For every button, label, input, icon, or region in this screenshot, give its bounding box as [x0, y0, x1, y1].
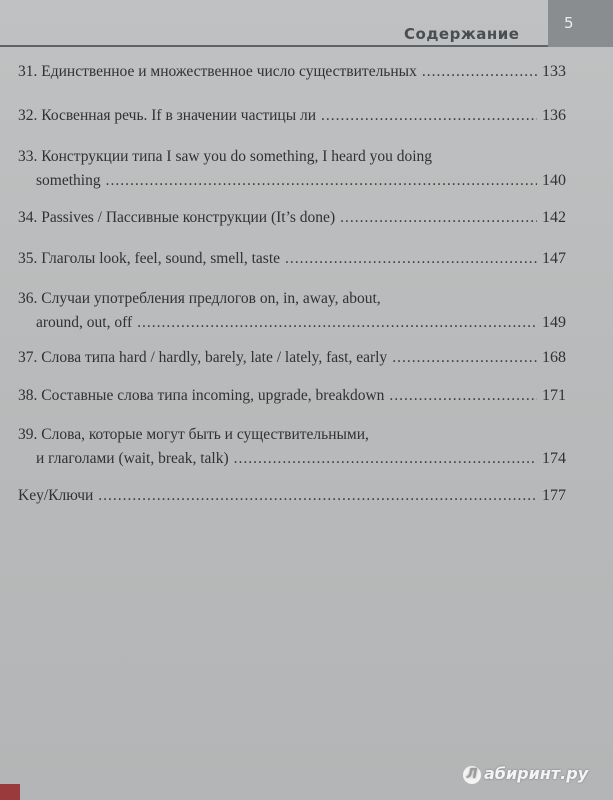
leader-dots — [340, 206, 537, 230]
toc-entry-title: 38. Составные слова типа incoming, upgrade, breakdown — [18, 387, 385, 404]
toc-entry-title: 37. Слова типа hard / hardly, barely, late / lately, fast, early — [18, 349, 388, 366]
toc-entry-title: 39. Слова, которые могут быть и существительными, — [18, 426, 369, 443]
leader-dots — [422, 60, 537, 84]
toc-entry-33 — [18, 145, 566, 193]
toc-entry-39 — [18, 423, 566, 471]
toc-entry-title: 32. Косвенная речь. If в значении частицы ли — [18, 107, 317, 124]
leader-dots — [389, 384, 537, 408]
toc-entry-title-continued: и глаголами (wait, break, talk) — [36, 450, 229, 467]
toc-entry-page: 136 — [542, 107, 566, 124]
toc-entry-page: 142 — [542, 209, 566, 226]
leader-dots — [106, 169, 537, 193]
toc-entry-title-continued: something — [36, 172, 101, 189]
toc-entry-page: 140 — [542, 172, 566, 189]
header-rule — [0, 45, 548, 47]
page-title: Содержание — [404, 25, 520, 43]
watermark-text: абиринт.ру — [484, 764, 589, 783]
watermark-logo — [463, 764, 588, 784]
leader-dots — [234, 447, 537, 471]
toc-entry-page: 171 — [542, 387, 566, 404]
toc-entry-page: 147 — [542, 250, 566, 267]
page-number: 5 — [564, 14, 574, 32]
toc-entry-34 — [18, 206, 566, 230]
toc-entry-title: 35. Глаголы look, feel, sound, smell, taste — [18, 250, 281, 267]
leader-dots — [137, 311, 537, 335]
toc-entry-page: 168 — [542, 349, 566, 366]
toc-entry-page: 177 — [542, 487, 566, 504]
leader-dots — [98, 484, 537, 508]
toc-entry-title: 33. Конструкции типа I saw you do something, I heard you doing — [18, 148, 433, 165]
leader-dots — [392, 346, 537, 370]
leader-dots — [285, 247, 537, 271]
toc-entry-37 — [18, 346, 566, 370]
toc-entry-key — [18, 484, 566, 508]
corner-bookmark — [0, 784, 20, 800]
toc-entry-38 — [18, 384, 566, 408]
leader-dots — [321, 104, 537, 128]
toc-entry-title: 31. Единственное и множественное число существительных — [18, 63, 417, 80]
labirint-logo-icon: Л — [463, 766, 481, 784]
toc-entry-title: 36. Случаи употребления предлогов on, in, away, about, — [18, 290, 381, 307]
toc-entry-title-continued: around, out, off — [36, 314, 133, 331]
toc-entry-31 — [18, 60, 566, 84]
toc-entry-title: 34. Passives / Пассивные конструкции (It’s done) — [18, 209, 336, 226]
toc-entry-page: 133 — [542, 63, 566, 80]
page-number-tab — [548, 0, 613, 47]
toc-entry-page: 149 — [542, 314, 566, 331]
toc-entry-title: Key/Ключи — [18, 487, 94, 504]
toc-entry-page: 174 — [542, 450, 566, 467]
toc-entry-36 — [18, 287, 566, 335]
toc-entry-35 — [18, 247, 566, 271]
toc-entry-32 — [18, 104, 566, 128]
